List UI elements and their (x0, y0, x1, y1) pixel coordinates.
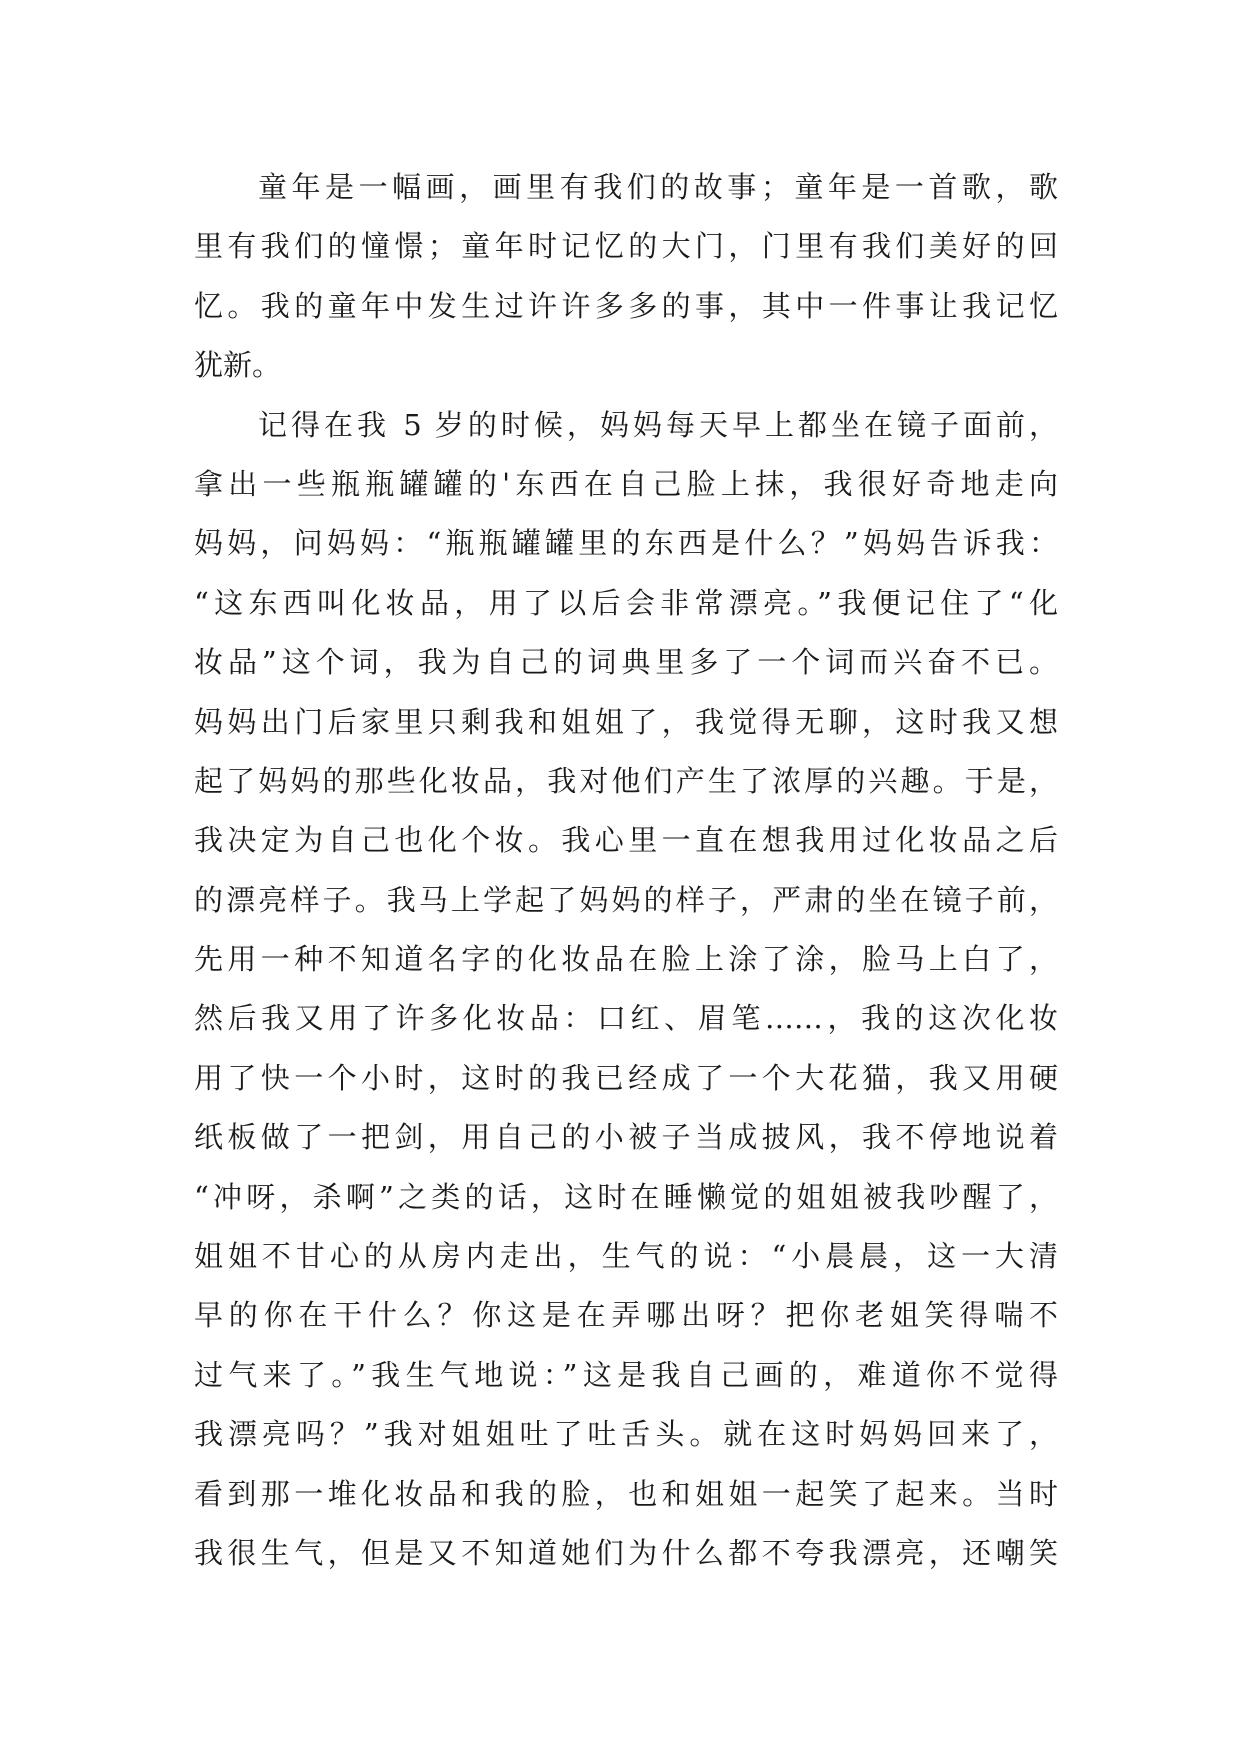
text-line: 拿出一些瓶瓶罐罐的'东西在自己脸上抹，我很好奇地走向 (194, 466, 1058, 501)
text-line: 里有我们的憧憬；童年时记忆的大门，门里有我们美好的回 (194, 229, 1058, 264)
text-line: 妆品”这个词，我为自己的词典里多了一个词而兴奋不已。 (194, 645, 1058, 680)
document-body (194, 158, 1058, 1583)
text-line: 用了快一个小时，这时的我已经成了一个大花猫，我又用硬 (194, 1060, 1058, 1095)
text-line: 忆。我的童年中发生过许许多多的事，其中一件事让我记忆 (194, 288, 1058, 323)
text-line: 妈妈出门后家里只剩我和姐姐了，我觉得无聊，这时我又想 (194, 704, 1058, 739)
text-line: 过气来了。”我生气地说：”这是我自己画的，难道你不觉得 (194, 1357, 1058, 1392)
text-line: 先用一种不知道名字的化妆品在脸上涂了涂，脸马上白了， (194, 942, 1058, 977)
text-line: 起了妈妈的那些化妆品，我对他们产生了浓厚的兴趣。于是， (194, 763, 1058, 798)
text-line: 早的你在干什么？你这是在弄哪出呀？把你老姐笑得喘不 (194, 1298, 1058, 1333)
text-line: 妈妈，问妈妈：“瓶瓶罐罐里的东西是什么？”妈妈告诉我： (194, 526, 1058, 561)
text-line: “冲呀，杀啊”之类的话，这时在睡懒觉的姐姐被我吵醒了， (194, 1179, 1058, 1214)
text-line: 然后我又用了许多化妆品：口红、眉笔……，我的这次化妆 (194, 1001, 1058, 1036)
paragraph-2 (194, 396, 1058, 1584)
text-line: 我漂亮吗？”我对姐姐吐了吐舌头。就在这时妈妈回来了， (194, 1417, 1058, 1452)
text-line: 姐姐不甘心的从房内走出，生气的说：“小晨晨，这一大清 (194, 1239, 1058, 1274)
text-line: 我决定为自己也化个妆。我心里一直在想我用过化妆品之后 (194, 823, 1058, 858)
text-line: “这东西叫化妆品，用了以后会非常漂亮。”我便记住了“化 (194, 585, 1058, 620)
text-line: 我很生气，但是又不知道她们为什么都不夸我漂亮，还嘲笑 (194, 1535, 1058, 1570)
text-line: 童年是一幅画，画里有我们的故事；童年是一首歌，歌 (258, 170, 1058, 204)
text-line: 看到那一堆化妆品和我的脸，也和姐姐一起笑了起来。当时 (194, 1476, 1058, 1511)
text-line: 纸板做了一把剑，用自己的小被子当成披风，我不停地说着 (194, 1120, 1058, 1155)
text-line: 犹新。 (194, 348, 282, 383)
paragraph-1 (194, 158, 1058, 396)
text-line: 记得在我 5 岁的时候，妈妈每天早上都坐在镜子面前， (258, 407, 1058, 442)
text-line: 的漂亮样子。我马上学起了妈妈的样子，严肃的坐在镜子前， (194, 882, 1058, 917)
